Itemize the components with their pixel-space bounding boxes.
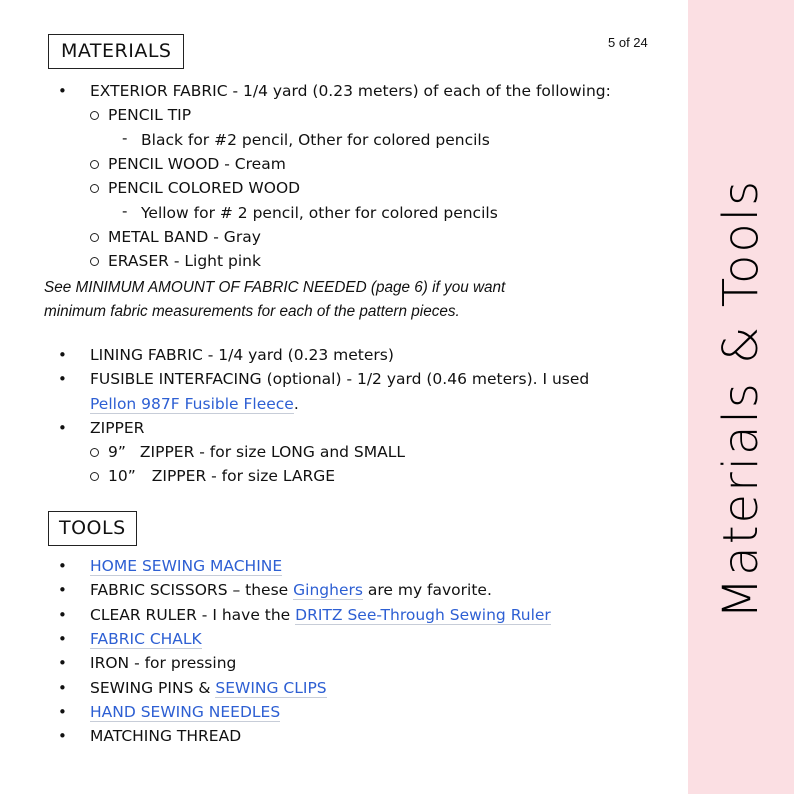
hand-needles-link[interactable]: HAND SEWING NEEDLES	[90, 703, 281, 721]
bullet: •	[58, 419, 67, 437]
bullet: •	[58, 679, 67, 697]
zipper-10-size: 10”	[108, 467, 136, 485]
lining-fabric-label: LINING FABRIC	[90, 346, 203, 364]
pellon-fleece-link[interactable]: Pellon 987F Fusible Fleece	[90, 395, 294, 413]
eraser-item: ERASER - Light pink	[108, 252, 261, 270]
exterior-fabric-item	[90, 81, 611, 101]
sewing-clips-link[interactable]: SEWING CLIPS	[215, 679, 327, 697]
pencil-tip-item: PENCIL TIP	[108, 106, 192, 124]
scissors-text: – these	[227, 581, 294, 599]
ruler-label: CLEAR RULER	[90, 606, 197, 624]
zipper-10-label: ZIPPER	[151, 467, 207, 485]
pencil-colored-wood-note: Yellow for # 2 pencil, other for colored pencils	[141, 204, 498, 222]
tools-ruler-item	[90, 605, 551, 625]
fusible-period: .	[293, 395, 299, 413]
materials-heading: MATERIALS	[48, 34, 184, 69]
fusible-interfacing-label: FUSIBLE INTERFACING	[90, 370, 262, 388]
exterior-fabric-text: - 1/4 yard (0.23 meters) of each of the following:	[227, 82, 611, 100]
bullet: •	[58, 654, 67, 672]
pencil-wood-item: PENCIL WOOD - Cream	[108, 155, 286, 173]
bullet: •	[58, 346, 67, 364]
fusible-interfacing-text: (optional) - 1/2 yard (0.46 meters). I used	[261, 370, 590, 388]
tools-iron-item	[90, 653, 236, 673]
zipper-10-text: - for size LARGE	[206, 467, 336, 485]
fusible-interfacing-item	[90, 369, 589, 389]
tools-pins-item	[90, 678, 327, 698]
pencil-tip-note: Black for #2 pencil, Other for colored pencils	[141, 131, 490, 149]
lining-fabric-text: - 1/4 yard (0.23 meters)	[202, 346, 394, 364]
side-banner	[688, 0, 794, 794]
zipper-9-text: - for size LONG and SMALL	[194, 443, 406, 461]
fabric-note-line-1: See MINIMUM AMOUNT OF FABRIC NEEDED (page 6) if you want	[44, 279, 506, 296]
iron-text: - for pressing	[129, 654, 237, 672]
scissors-label: FABRIC SCISSORS	[90, 581, 228, 599]
exterior-fabric-label: EXTERIOR FABRIC	[90, 82, 228, 100]
bullet: •	[58, 703, 67, 721]
dritz-ruler-link[interactable]: DRITZ See-Through Sewing Ruler	[295, 606, 551, 624]
sewing-machine-link[interactable]: HOME SEWING MACHINE	[90, 557, 283, 575]
circle-bullet	[90, 448, 99, 457]
bullet: •	[58, 630, 67, 648]
fabric-note-line-2: minimum fabric measurements for each of the pattern pieces.	[44, 303, 460, 320]
bullet: •	[58, 606, 67, 624]
side-banner-title: Materials & Tools	[713, 178, 769, 620]
zipper-10-item	[108, 466, 335, 486]
zipper-9-size: 9”	[108, 443, 126, 461]
pins-label: SEWING PINS &	[90, 679, 216, 697]
circle-bullet	[90, 257, 99, 266]
zipper-9-label: ZIPPER	[139, 443, 195, 461]
tools-thread-item: MATCHING THREAD	[90, 727, 242, 745]
page-number: 5 of 24	[608, 35, 648, 50]
iron-label: IRON	[90, 654, 130, 672]
bullet: •	[58, 557, 67, 575]
circle-bullet	[90, 184, 99, 193]
ruler-text: - I have the	[196, 606, 296, 624]
fabric-chalk-link[interactable]: FABRIC CHALK	[90, 630, 202, 648]
circle-bullet	[90, 160, 99, 169]
tools-needles-item	[90, 702, 280, 722]
tools-chalk-item	[90, 629, 202, 649]
tools-heading: TOOLS	[48, 511, 137, 546]
circle-bullet	[90, 472, 99, 481]
dash-bullet: -	[122, 129, 128, 147]
bullet: •	[58, 82, 67, 100]
ginghers-link[interactable]: Ginghers	[293, 581, 363, 599]
scissors-after: are my favorite.	[362, 581, 492, 599]
bullet: •	[58, 370, 67, 388]
bullet: •	[58, 581, 67, 599]
pencil-colored-wood-item: PENCIL COLORED WOOD	[108, 179, 301, 197]
tools-machine-item	[90, 556, 282, 576]
circle-bullet	[90, 233, 99, 242]
dash-bullet: -	[122, 202, 128, 220]
bullet: •	[58, 727, 67, 745]
metal-band-item: METAL BAND - Gray	[108, 228, 261, 246]
zipper-item: ZIPPER	[90, 419, 145, 437]
fusible-link-line	[90, 394, 299, 414]
tools-scissors-item	[90, 580, 492, 600]
lining-fabric-item	[90, 345, 394, 365]
zipper-9-item	[108, 442, 405, 462]
circle-bullet	[90, 111, 99, 120]
